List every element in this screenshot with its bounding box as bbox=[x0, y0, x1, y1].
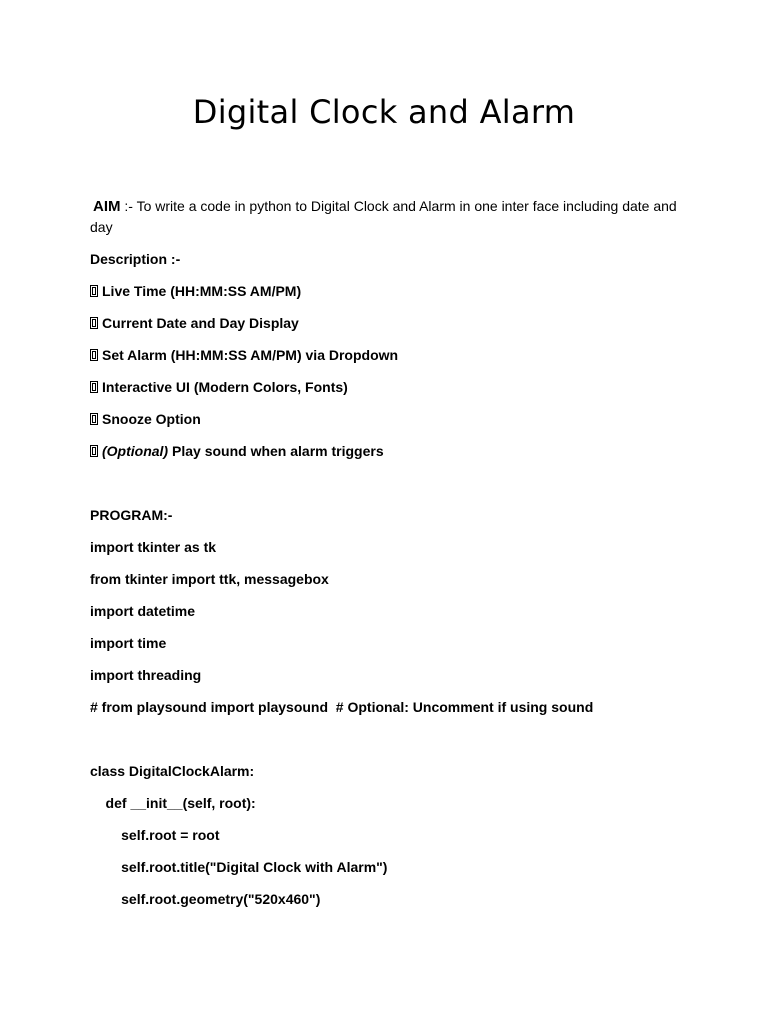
feature-text: Play sound when alarm triggers bbox=[168, 443, 384, 459]
feature-optional-label: (Optional) bbox=[102, 443, 169, 459]
aim-paragraph bbox=[90, 196, 690, 238]
code-line: import tkinter as tk bbox=[90, 539, 217, 555]
code-line: self.root.geometry("520x460") bbox=[90, 891, 321, 907]
feature-item bbox=[90, 441, 384, 461]
code-line: from tkinter import ttk, messagebox bbox=[90, 571, 329, 587]
feature-item bbox=[90, 313, 299, 333]
feature-item bbox=[90, 409, 201, 429]
feature-text: Live Time (HH:MM:SS AM/PM) bbox=[102, 283, 302, 299]
bullet-glyph-icon bbox=[90, 413, 98, 425]
code-line: import time bbox=[90, 635, 167, 651]
aim-text: To write a code in python to Digital Clock and Alarm in one inter face including date and day bbox=[90, 198, 677, 235]
code-line: class DigitalClockAlarm: bbox=[90, 763, 255, 779]
feature-item bbox=[90, 281, 301, 301]
description-heading: Description :- bbox=[90, 251, 181, 267]
program-heading: PROGRAM:- bbox=[90, 507, 173, 523]
feature-text: Interactive UI (Modern Colors, Fonts) bbox=[102, 379, 348, 395]
feature-text: Current Date and Day Display bbox=[102, 315, 299, 331]
code-line: # from playsound import playsound # Optional: Uncomment if using sound bbox=[90, 699, 594, 715]
bullet-glyph-icon bbox=[90, 285, 98, 297]
feature-item bbox=[90, 377, 348, 397]
bullet-glyph-icon bbox=[90, 317, 98, 329]
aim-separator: :- bbox=[124, 198, 133, 214]
aim-label: AIM bbox=[93, 198, 121, 215]
code-line: import datetime bbox=[90, 603, 196, 619]
feature-item bbox=[90, 345, 398, 365]
code-line: self.root = root bbox=[90, 827, 220, 843]
document-title: Digital Clock and Alarm bbox=[192, 93, 576, 131]
feature-text: Set Alarm (HH:MM:SS AM/PM) via Dropdown bbox=[102, 347, 399, 363]
feature-text: Snooze Option bbox=[102, 411, 201, 427]
code-line: self.root.title("Digital Clock with Alarm") bbox=[90, 859, 388, 875]
bullet-glyph-icon bbox=[90, 445, 98, 457]
code-line: def __init__(self, root): bbox=[90, 795, 256, 811]
bullet-glyph-icon bbox=[90, 381, 98, 393]
code-line: import threading bbox=[90, 667, 202, 683]
bullet-glyph-icon bbox=[90, 349, 98, 361]
